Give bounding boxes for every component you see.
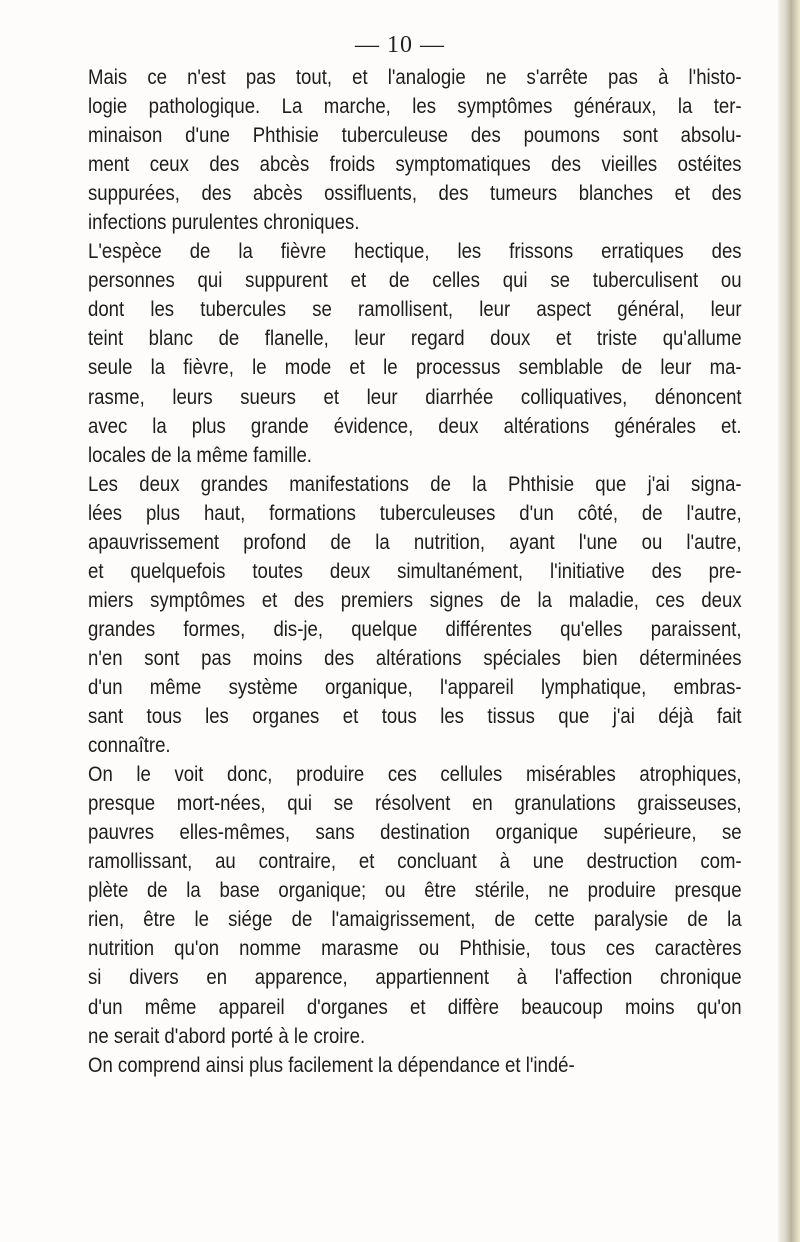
text-line: miers symptômes et des premiers signes de la maladie, ces deux — [88, 586, 742, 612]
page-edge — [778, 0, 800, 1242]
text-line: ment ceux des abcès froids symptomatiques des vieilles ostéites — [88, 151, 742, 177]
text-line: dont les tubercules se ramollisent, leur aspect général, leur — [88, 296, 742, 322]
text-line: connaître. — [88, 732, 171, 758]
paragraph — [88, 1050, 742, 1079]
page-number: — 10 — — [355, 32, 445, 58]
text-line: minaison d'une Phthisie tuberculeuse des poumons sont absolu- — [88, 122, 742, 148]
paragraph — [88, 236, 742, 468]
text-line: teint blanc de flanelle, leur regard doux et triste qu'allume — [88, 325, 742, 351]
text-line: nutrition qu'on nomme marasme ou Phthisie, tous ces caractères — [88, 935, 742, 961]
text-line: d'un même système organique, l'appareil lymphatique, embras- — [88, 673, 742, 699]
text-line: suppurées, des abcès ossifluents, des tumeurs blanches et des — [88, 180, 742, 206]
text-line: rasme, leurs sueurs et leur diarrhée colliquatives, dénoncent — [88, 383, 742, 409]
paragraph — [88, 62, 742, 236]
text-line: sant tous les organes et tous les tissus que j'ai déjà fait — [88, 703, 742, 729]
text-line: On le voit donc, produire ces cellules misérables atrophiques, — [88, 761, 742, 787]
text-line: rien, être le siége de l'amaigrissement, de cette paralysie de la — [88, 906, 742, 932]
text-line: seule la fièvre, le mode et le processus semblable de leur ma- — [88, 354, 742, 380]
text-line: Mais ce n'est pas tout, et l'analogie ne s'arrête pas à l'histo- — [88, 64, 742, 89]
text-line: grandes formes, dis-je, quelque différentes qu'elles paraissent, — [88, 615, 742, 641]
body-text — [88, 62, 742, 1079]
text-line: Les deux grandes manifestations de la Phthisie que j'ai signa- — [88, 470, 742, 496]
text-line: lées plus haut, formations tuberculeuses d'un côté, de l'autre, — [88, 499, 742, 525]
text-line: On comprend ainsi plus facilement la dépendance et l'indé- — [88, 1051, 575, 1077]
text-line: avec la plus grande évidence, deux altérations générales et. — [88, 412, 742, 438]
paragraph — [88, 469, 742, 759]
text-line: n'en sont pas moins des altérations spéciales bien déterminées — [88, 644, 742, 670]
text-line: personnes qui suppurent et de celles qui se tuberculisent ou — [88, 267, 742, 293]
text-line: L'espèce de la fièvre hectique, les frissons erratiques des — [88, 238, 742, 264]
text-line: logie pathologique. La marche, les symptômes généraux, la ter- — [88, 93, 742, 119]
text-line: infections purulentes chroniques. — [88, 209, 360, 235]
text-line: plète de la base organique; ou être stérile, ne produire presque — [88, 877, 742, 903]
text-line: d'un même appareil d'organes et diffère beaucoup moins qu'on — [88, 993, 742, 1019]
text-line: si divers en apparence, appartiennent à l'affection chronique — [88, 964, 742, 990]
text-line: apauvrissement profond de la nutrition, ayant l'une ou l'autre, — [88, 528, 742, 554]
text-line: ramollissant, au contraire, et concluant à une destruction com- — [88, 848, 742, 874]
text-line: pauvres elles-mêmes, sans destination organique supérieure, se — [88, 819, 742, 845]
text-line: ne serait d'abord porté à le croire. — [88, 1022, 366, 1048]
text-line: et quelquefois toutes deux simultanément, l'initiative des pre- — [88, 557, 742, 583]
text-line: presque mort-nées, qui se résolvent en granulations graisseuses, — [88, 790, 742, 816]
text-line: locales de la même famille. — [88, 441, 312, 467]
paragraph — [88, 759, 742, 1049]
